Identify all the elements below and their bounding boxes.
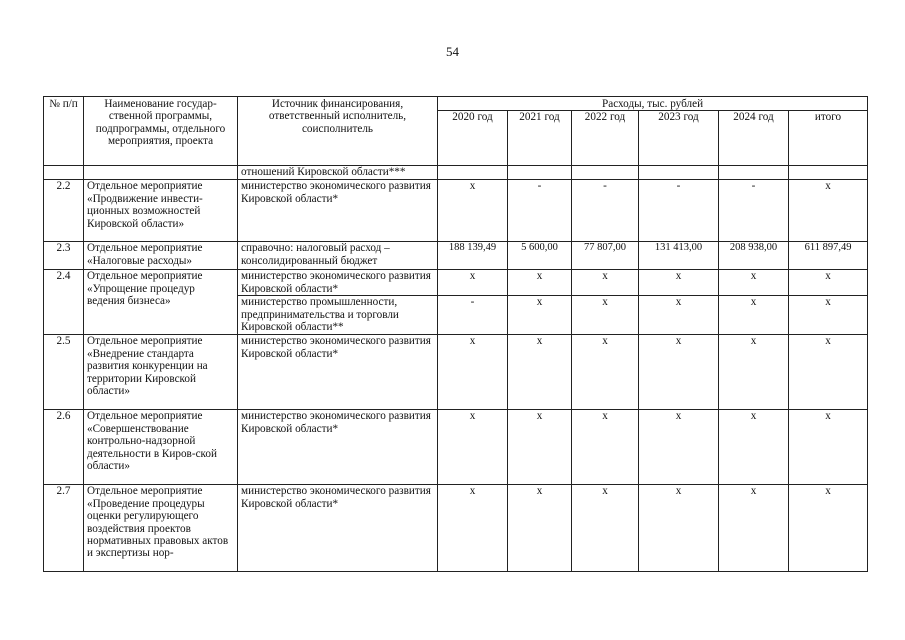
header-year-2020: 2020 год (438, 111, 508, 166)
value-2023: x (639, 270, 719, 296)
value-2022: x (572, 270, 639, 296)
table-row (44, 335, 868, 410)
value-2020: x (438, 180, 508, 242)
value-2024: x (719, 296, 789, 335)
table-row (44, 270, 868, 296)
value-2023: x (639, 335, 719, 410)
value-2020: x (438, 335, 508, 410)
value-2023: x (639, 410, 719, 485)
value-2020: 188 139,49 (438, 242, 508, 270)
value-2024: x (719, 270, 789, 296)
header-source: Источник финансирования, ответственный исполнитель, соисполнитель (238, 97, 438, 166)
value-total: 611 897,49 (789, 242, 868, 270)
page-number: 54 (446, 44, 459, 59)
header-year-2024: 2024 год (719, 111, 789, 166)
header-total: итого (789, 111, 868, 166)
value-2023: x (639, 296, 719, 335)
row-number: 2.5 (44, 335, 84, 410)
continuation-source: отношений Кировской области*** (238, 166, 438, 180)
value-2024: x (719, 485, 789, 572)
value-2024: x (719, 410, 789, 485)
table-row (44, 242, 868, 270)
row-number: 2.6 (44, 410, 84, 485)
funding-source-secondary: министерство промышленности, предпринимательства и торговли Кировской области** (238, 296, 438, 335)
value-2021: x (508, 485, 572, 572)
table-row (44, 485, 868, 572)
measure-name: Отдельное мероприятие «Налоговые расходы» (84, 242, 238, 270)
value-2020: x (438, 410, 508, 485)
value-2024: x (719, 335, 789, 410)
value-2021: x (508, 270, 572, 296)
header-expenses: Расходы, тыс. рублей (438, 97, 868, 111)
value-2020: x (438, 485, 508, 572)
header-year-2023: 2023 год (639, 111, 719, 166)
measure-name: Отдельное мероприятие «Внедрение стандарта развития конкуренции на территории Кировской области» (84, 335, 238, 410)
header-year-2021: 2021 год (508, 111, 572, 166)
value-2021: x (508, 335, 572, 410)
header-num: № п/п (44, 97, 84, 166)
value-2022: - (572, 180, 639, 242)
header-row (44, 97, 868, 111)
funding-source: министерство экономического развития Кировской области* (238, 335, 438, 410)
measure-name: Отдельное мероприятие «Продвижение инвести-ционных возможностей Кировской области» (84, 180, 238, 242)
value-2023: 131 413,00 (639, 242, 719, 270)
value-total: x (789, 485, 868, 572)
continuation-name (84, 166, 238, 180)
value-total: x (789, 270, 868, 296)
funding-source: справочно: налоговый расход – консолидированный бюджет (238, 242, 438, 270)
value-total: x (789, 180, 868, 242)
value-2022: x (572, 335, 639, 410)
funding-source: министерство экономического развития Кировской области* (238, 180, 438, 242)
value-2021: x (508, 296, 572, 335)
value-2020: - (438, 296, 508, 335)
table-row (44, 410, 868, 485)
header-name: Наименование государ-ственной программы, подпрограммы, отдельного мероприятия, проекта (84, 97, 238, 166)
row-number: 2.2 (44, 180, 84, 242)
value-2022: 77 807,00 (572, 242, 639, 270)
row-number: 2.7 (44, 485, 84, 572)
value-2021: 5 600,00 (508, 242, 572, 270)
continuation-row (44, 166, 868, 180)
budget-table (43, 96, 868, 572)
header-year-2022: 2022 год (572, 111, 639, 166)
row-number: 2.3 (44, 242, 84, 270)
value-2023: x (639, 485, 719, 572)
funding-source: министерство экономического развития Кировской области* (238, 485, 438, 572)
value-total: x (789, 296, 868, 335)
value-2021: - (508, 180, 572, 242)
continuation-num (44, 166, 84, 180)
value-total: x (789, 410, 868, 485)
value-2023: - (639, 180, 719, 242)
table-row (44, 180, 868, 242)
value-2022: x (572, 410, 639, 485)
value-2024: - (719, 180, 789, 242)
funding-source: министерство экономического развития Кировской области* (238, 270, 438, 296)
funding-source: министерство экономического развития Кировской области* (238, 410, 438, 485)
value-2022: x (572, 485, 639, 572)
row-number: 2.4 (44, 270, 84, 335)
value-total: x (789, 335, 868, 410)
value-2022: x (572, 296, 639, 335)
measure-name: Отдельное мероприятие «Совершенствование контрольно-надзорной деятельности в Киров-ской области» (84, 410, 238, 485)
measure-name: Отдельное мероприятие «Проведение процедуры оценки регулирующего воздействия проектов нормативных правовых актов и экспертизы нор- (84, 485, 238, 572)
measure-name: Отдельное мероприятие «Упрощение процедур ведения бизнеса» (84, 270, 238, 335)
value-2024: 208 938,00 (719, 242, 789, 270)
value-2020: x (438, 270, 508, 296)
value-2021: x (508, 410, 572, 485)
